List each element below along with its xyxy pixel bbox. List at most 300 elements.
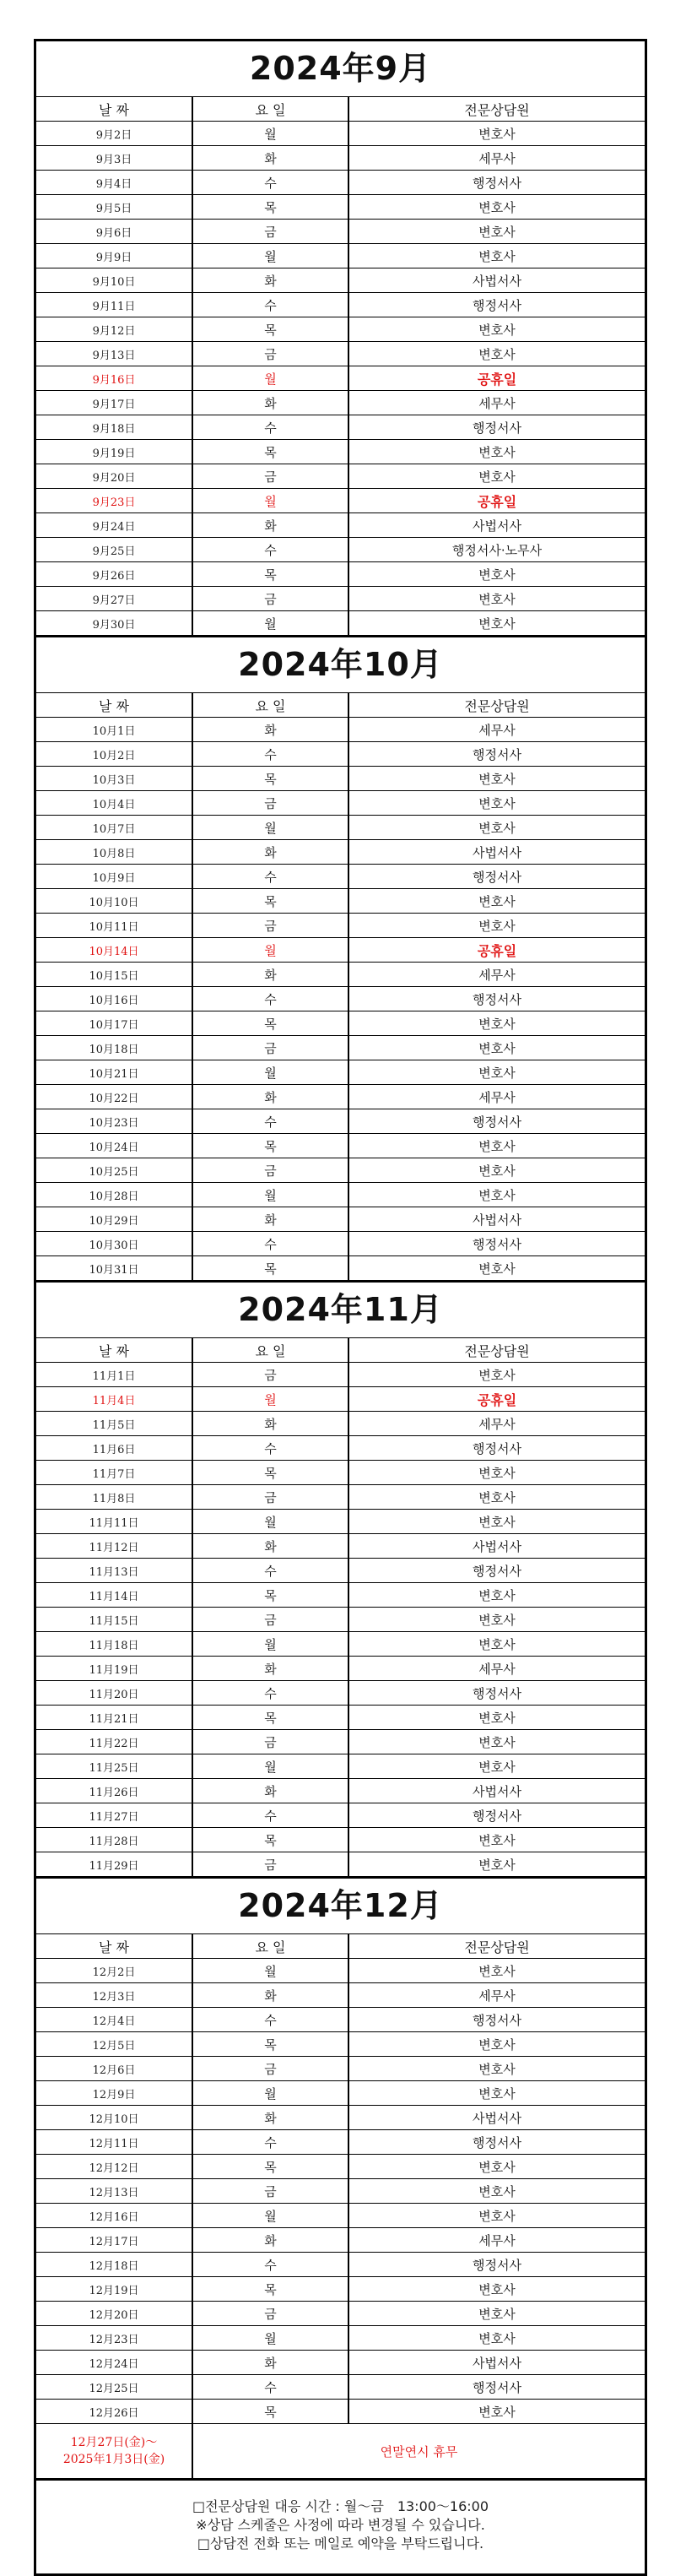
day-cell: 수 [192,171,348,195]
day-cell: 목 [192,2400,348,2424]
counselor-cell: 사법서사 [348,1779,645,1803]
date-cell: 9月17日 [36,391,192,415]
table-row [36,1632,645,1657]
day-cell: 화 [192,146,348,171]
day-cell: 수 [192,538,348,562]
day-cell: 월 [192,816,348,840]
counselor-cell: 변호사 [348,611,645,636]
counselor-cell: 세무사 [348,1412,645,1436]
day-cell: 화 [192,391,348,415]
date-cell: 9月19日 [36,440,192,464]
header-date: 날 짜 [36,97,192,122]
day-cell: 목 [192,562,348,587]
table-row [36,440,645,464]
day-cell: 화 [192,513,348,538]
date-cell: 9月16日 [36,366,192,391]
month-title: 2024年12月 [36,1877,645,1934]
day-cell: 목 [192,1256,348,1281]
header-date: 날 짜 [36,693,192,718]
counselor-cell: 변호사 [348,1754,645,1779]
footnote-schedule-change: ※상담 스케줄은 사정에 따라 변경될 수 있습니다. [196,2517,485,2533]
day-cell: 목 [192,1706,348,1730]
counselor-cell: 변호사 [348,1158,645,1183]
day-cell: 금 [192,1036,348,1060]
counselor-cell: 변호사 [348,914,645,938]
counselor-cell: 세무사 [348,1983,645,2008]
table-row [36,562,645,587]
day-cell: 월 [192,122,348,146]
header-day: 요 일 [192,97,348,122]
closure-end-date: 2025年1月3日(金) [62,2453,165,2466]
table-row [36,513,645,538]
date-cell: 9月20日 [36,464,192,489]
table-row [36,767,645,791]
date-cell: 10月9日 [36,865,192,889]
header-day: 요 일 [192,1934,348,1959]
day-cell: 수 [192,742,348,767]
counselor-cell: 행정서사 [348,1803,645,1828]
counselor-cell: 행정서사 [348,1232,645,1256]
counselor-cell: 세무사 [348,1085,645,1109]
table-row [36,244,645,268]
counselor-cell: 사법서사 [348,1534,645,1559]
counselor-cell: 세무사 [348,391,645,415]
closure-date-cell [36,2424,192,2479]
table-row [36,2106,645,2130]
day-cell: 월 [192,1632,348,1657]
counselor-cell: 행정서사 [348,415,645,440]
day-cell: 화 [192,963,348,987]
table-row [36,342,645,366]
day-cell: 월 [192,611,348,636]
date-cell: 12月4日 [36,2008,192,2032]
table-row [36,2032,645,2057]
counselor-cell: 공휴일 [348,1387,645,1412]
table-row [36,1754,645,1779]
day-cell: 화 [192,268,348,293]
table-row [36,1158,645,1183]
table-row [36,415,645,440]
date-cell: 11月14日 [36,1583,192,1608]
month-title: 2024年9月 [36,41,645,97]
day-cell: 화 [192,1412,348,1436]
counselor-cell: 변호사 [348,342,645,366]
day-cell: 화 [192,2351,348,2375]
counselor-cell: 세무사 [348,146,645,171]
date-cell: 10月31日 [36,1256,192,1281]
table-row [36,718,645,742]
counselor-cell: 변호사 [348,1011,645,1036]
table-row [36,1803,645,1828]
date-cell: 11月1日 [36,1363,192,1387]
day-cell: 수 [192,2130,348,2155]
day-cell: 월 [192,1510,348,1534]
table-row [36,293,645,317]
table-row [36,2326,645,2351]
counselor-cell: 사법서사 [348,840,645,865]
table-header-row [36,693,645,718]
counselor-cell: 변호사 [348,587,645,611]
counselor-cell: 행정서사 [348,742,645,767]
date-cell: 12月24日 [36,2351,192,2375]
day-cell: 월 [192,1959,348,1983]
day-cell: 목 [192,1461,348,1485]
day-cell: 화 [192,1983,348,2008]
table-row [36,1510,645,1534]
table-header-row [36,1338,645,1363]
day-cell: 월 [192,1387,348,1412]
date-cell: 9月4日 [36,171,192,195]
counselor-cell: 사법서사 [348,513,645,538]
table-row [36,1779,645,1803]
counselor-cell: 변호사 [348,1485,645,1510]
date-cell: 11月7日 [36,1461,192,1485]
date-cell: 11月5日 [36,1412,192,1436]
header-date: 날 짜 [36,1934,192,1959]
day-cell: 수 [192,1681,348,1706]
counselor-cell: 변호사 [348,1461,645,1485]
date-cell: 12月12日 [36,2155,192,2179]
counselor-cell: 변호사 [348,2277,645,2302]
day-cell: 목 [192,1583,348,1608]
counselor-cell: 변호사 [348,464,645,489]
day-cell: 목 [192,1134,348,1158]
table-row [36,366,645,391]
date-cell: 11月13日 [36,1559,192,1583]
header-counselor: 전문상담원 [348,1338,645,1363]
table-row [36,2179,645,2204]
date-cell: 11月27日 [36,1803,192,1828]
table-row [36,1534,645,1559]
table-row [36,2008,645,2032]
counselor-cell: 변호사 [348,1706,645,1730]
day-cell: 화 [192,2106,348,2130]
date-cell: 9月10日 [36,268,192,293]
header-counselor: 전문상담원 [348,1934,645,1959]
date-cell: 12月9日 [36,2081,192,2106]
header-counselor: 전문상담원 [348,97,645,122]
table-row [36,464,645,489]
day-cell: 화 [192,840,348,865]
day-cell: 화 [192,1779,348,1803]
counselor-cell: 변호사 [348,1632,645,1657]
table-row [36,220,645,244]
date-cell: 11月26日 [36,1779,192,1803]
counselor-cell: 행정서사 [348,2130,645,2155]
date-cell: 10月21日 [36,1060,192,1085]
table-row [36,963,645,987]
day-cell: 금 [192,1485,348,1510]
counselor-cell: 변호사 [348,1134,645,1158]
counselor-cell: 행정서사 [348,2375,645,2400]
date-cell: 12月18日 [36,2253,192,2277]
counselor-cell: 변호사 [348,562,645,587]
date-cell: 10月14日 [36,938,192,963]
month-section [36,41,645,636]
day-cell: 금 [192,791,348,816]
day-cell: 수 [192,2008,348,2032]
table-row [36,1852,645,1877]
counselor-cell: 변호사 [348,1510,645,1534]
counselor-cell: 공휴일 [348,366,645,391]
day-cell: 금 [192,1158,348,1183]
table-row [36,2375,645,2400]
counselor-cell: 변호사 [348,889,645,914]
date-cell: 9月18日 [36,415,192,440]
date-cell: 9月9日 [36,244,192,268]
date-cell: 11月22日 [36,1730,192,1754]
table-row [36,1109,645,1134]
day-cell: 목 [192,317,348,342]
counselor-cell: 변호사 [348,1060,645,1085]
day-cell: 금 [192,342,348,366]
date-cell: 12月6日 [36,2057,192,2081]
date-cell: 12月3日 [36,1983,192,2008]
counselor-cell: 행정서사 [348,865,645,889]
date-cell: 10月25日 [36,1158,192,1183]
day-cell: 화 [192,1657,348,1681]
day-cell: 금 [192,464,348,489]
day-cell: 월 [192,1754,348,1779]
date-cell: 10月29日 [36,1207,192,1232]
day-cell: 목 [192,2155,348,2179]
table-row [36,1085,645,1109]
closure-start-date: 12月27日(金)～ [70,2436,158,2449]
table-row [36,2351,645,2375]
day-cell: 목 [192,195,348,220]
table-row [36,268,645,293]
day-cell: 목 [192,767,348,791]
counselor-cell: 행정서사 [348,2008,645,2032]
date-cell: 9月24日 [36,513,192,538]
table-row [36,1828,645,1852]
day-cell: 금 [192,2057,348,2081]
footnotes [36,2479,645,2573]
table-header-row [36,97,645,122]
table-row [36,791,645,816]
date-cell: 10月23日 [36,1109,192,1134]
counselor-cell: 변호사 [348,220,645,244]
schedule-table [36,1934,645,2479]
table-row [36,489,645,513]
date-cell: 12月23日 [36,2326,192,2351]
table-row [36,611,645,636]
counselor-cell: 공휴일 [348,489,645,513]
date-cell: 12月25日 [36,2375,192,2400]
table-row [36,146,645,171]
table-row [36,1363,645,1387]
table-row [36,2302,645,2326]
day-cell: 수 [192,1109,348,1134]
table-row [36,840,645,865]
counselor-cell: 세무사 [348,1657,645,1681]
counselor-cell: 사법서사 [348,268,645,293]
day-cell: 월 [192,1183,348,1207]
table-row [36,587,645,611]
counselor-cell: 변호사 [348,122,645,146]
table-row [36,1134,645,1158]
table-row [36,1232,645,1256]
counselor-cell: 변호사 [348,1608,645,1632]
counselor-cell: 변호사 [348,816,645,840]
counselor-cell: 행정서사 [348,1559,645,1583]
counselor-cell: 사법서사 [348,2351,645,2375]
day-cell: 월 [192,2326,348,2351]
table-row [36,317,645,342]
footnote-hours: □전문상담원 대응 시간 : 월～금 13:00～16:00 [192,2498,489,2514]
date-cell: 12月16日 [36,2204,192,2228]
table-row [36,1387,645,1412]
month-section [36,636,645,1281]
counselor-cell: 변호사 [348,1256,645,1281]
table-row [36,1583,645,1608]
table-row [36,1207,645,1232]
day-cell: 금 [192,1608,348,1632]
day-cell: 월 [192,1060,348,1085]
holiday-closure-row [36,2424,645,2479]
table-row [36,889,645,914]
month-title: 2024年10月 [36,636,645,693]
counselor-cell: 변호사 [348,2032,645,2057]
date-cell: 10月28日 [36,1183,192,1207]
day-cell: 월 [192,244,348,268]
day-cell: 수 [192,1232,348,1256]
day-cell: 수 [192,293,348,317]
table-row [36,2081,645,2106]
table-row [36,938,645,963]
date-cell: 10月11日 [36,914,192,938]
month-section [36,1877,645,2479]
counselor-cell: 행정서사 [348,1681,645,1706]
day-cell: 화 [192,718,348,742]
date-cell: 11月8日 [36,1485,192,1510]
counselor-cell: 변호사 [348,2155,645,2179]
day-cell: 수 [192,415,348,440]
counselor-cell: 변호사 [348,1583,645,1608]
month-title: 2024年11月 [36,1281,645,1338]
date-cell: 12月10日 [36,2106,192,2130]
date-cell: 10月17日 [36,1011,192,1036]
day-cell: 화 [192,2228,348,2253]
day-cell: 금 [192,2179,348,2204]
table-row [36,1983,645,2008]
date-cell: 11月15日 [36,1608,192,1632]
counselor-cell: 변호사 [348,2179,645,2204]
date-cell: 11月6日 [36,1436,192,1461]
day-cell: 금 [192,587,348,611]
table-row [36,391,645,415]
header-counselor: 전문상담원 [348,693,645,718]
day-cell: 목 [192,1828,348,1852]
counselor-cell: 변호사 [348,1828,645,1852]
day-cell: 월 [192,938,348,963]
date-cell: 10月4日 [36,791,192,816]
counselor-cell: 사법서사 [348,1207,645,1232]
counselor-cell: 변호사 [348,317,645,342]
header-day: 요 일 [192,693,348,718]
table-row [36,195,645,220]
table-row [36,1011,645,1036]
date-cell: 11月28日 [36,1828,192,1852]
table-row [36,2228,645,2253]
counselor-cell: 사법서사 [348,2106,645,2130]
table-row [36,987,645,1011]
day-cell: 수 [192,2253,348,2277]
day-cell: 금 [192,2302,348,2326]
counselor-cell: 변호사 [348,1959,645,1983]
date-cell: 9月5日 [36,195,192,220]
table-row [36,1412,645,1436]
counselor-cell: 세무사 [348,2228,645,2253]
date-cell: 11月21日 [36,1706,192,1730]
date-cell: 9月23日 [36,489,192,513]
table-row [36,2253,645,2277]
date-cell: 10月15日 [36,963,192,987]
table-row [36,2204,645,2228]
date-cell: 11月11日 [36,1510,192,1534]
date-cell: 12月17日 [36,2228,192,2253]
counselor-cell: 행정서사 [348,171,645,195]
day-cell: 화 [192,1207,348,1232]
date-cell: 10月7日 [36,816,192,840]
day-cell: 수 [192,2375,348,2400]
date-cell: 9月11日 [36,293,192,317]
day-cell: 목 [192,889,348,914]
date-cell: 10月30日 [36,1232,192,1256]
date-cell: 12月2日 [36,1959,192,1983]
date-cell: 10月16日 [36,987,192,1011]
table-row [36,171,645,195]
table-row [36,2057,645,2081]
counselor-cell: 변호사 [348,2057,645,2081]
table-row [36,1559,645,1583]
day-cell: 수 [192,1803,348,1828]
date-cell: 12月20日 [36,2302,192,2326]
table-row [36,742,645,767]
table-row [36,1183,645,1207]
table-row [36,1681,645,1706]
counselor-cell: 변호사 [348,791,645,816]
months-container [36,41,645,2479]
date-cell: 11月18日 [36,1632,192,1657]
counselor-cell: 행정서사 [348,2253,645,2277]
counselor-cell: 변호사 [348,195,645,220]
date-cell: 9月12日 [36,317,192,342]
counselor-cell: 변호사 [348,1730,645,1754]
day-cell: 목 [192,2277,348,2302]
counselor-cell: 행정서사 [348,987,645,1011]
date-cell: 12月26日 [36,2400,192,2424]
day-cell: 화 [192,1085,348,1109]
date-cell: 9月3日 [36,146,192,171]
day-cell: 금 [192,1852,348,1877]
date-cell: 9月25日 [36,538,192,562]
table-row [36,122,645,146]
counselor-cell: 변호사 [348,2081,645,2106]
counselor-cell: 행정서사 [348,1436,645,1461]
schedule-sheet [34,39,647,2576]
counselor-cell: 변호사 [348,2326,645,2351]
counselor-cell: 변호사 [348,2400,645,2424]
counselor-cell: 변호사 [348,1036,645,1060]
counselor-cell: 변호사 [348,440,645,464]
table-row [36,1730,645,1754]
date-cell: 10月8日 [36,840,192,865]
counselor-cell: 변호사 [348,767,645,791]
table-row [36,1060,645,1085]
counselor-cell: 행정서사 [348,293,645,317]
table-header-row [36,1934,645,1959]
